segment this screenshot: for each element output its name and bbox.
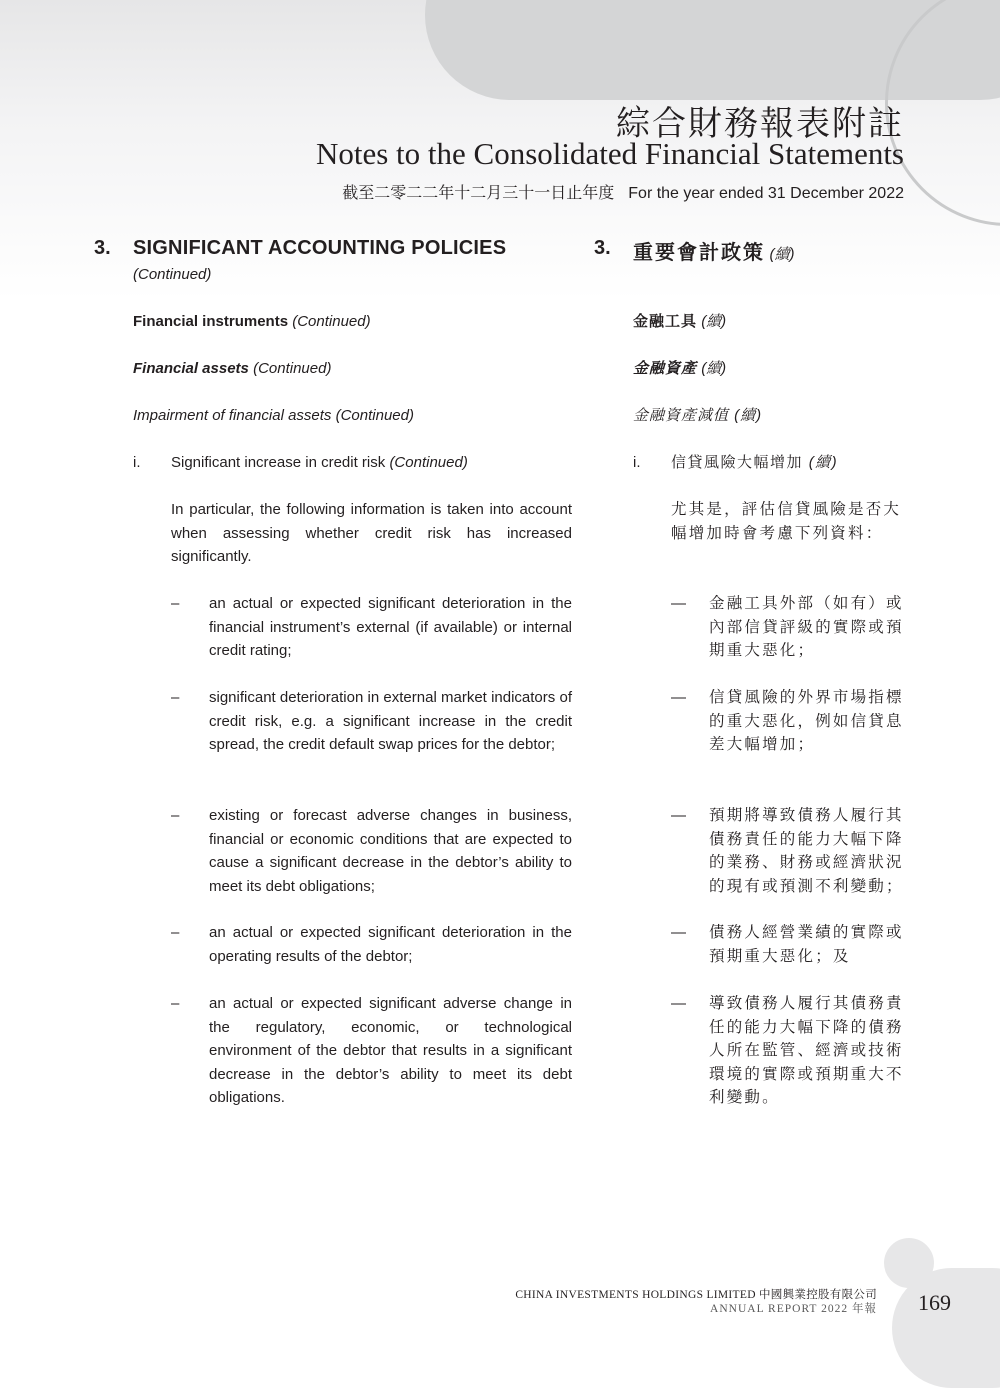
bullet-item-en: an actual or expected significant adverse change in the regulatory, economic, or technological environment of the debtor that results in a significant decrease in the debtor’s ability to meet its debt obligations. xyxy=(209,995,572,1107)
financial-assets-continued-en: (Continued) xyxy=(253,360,332,377)
financial-instruments-label-en: Financial instruments xyxy=(133,313,289,330)
item-title-zh: 信貸風險大幅增加 xyxy=(671,454,804,471)
financial-instruments-continued-en: (Continued) xyxy=(292,313,371,330)
bullet-item-zh: 信貸風險的外界市場指標的重大惡化，例如信貸息差大幅增加； xyxy=(709,689,904,754)
bullet-dash-zh: — xyxy=(671,924,686,941)
impairment-heading-zh: 金融資產減值 (續) xyxy=(633,407,763,424)
item-title-en: Significant increase in credit risk xyxy=(171,454,386,471)
intro-paragraph-zh: 尤其是，評估信貸風險是否大幅增加時會考慮下列資料： xyxy=(671,501,902,542)
bullet-dash-en: – xyxy=(171,924,180,941)
item-marker-zh: i. xyxy=(633,454,641,471)
financial-instruments-heading-en xyxy=(133,310,371,334)
page-number-background xyxy=(892,1268,1000,1388)
bullet-item-en: existing or forecast adverse changes in business, financial or economic conditions that are expected to cause a significant decrease in the debtor’s ability to meet its debt obligations; xyxy=(209,807,572,895)
bullet-dash-en: – xyxy=(171,995,180,1012)
financial-instruments-label-zh: 金融工具 xyxy=(633,313,698,330)
item-heading-zh xyxy=(671,451,838,475)
financial-assets-heading-zh xyxy=(633,357,726,381)
page-title-chinese: 綜合財務報表附註 xyxy=(616,104,904,144)
impairment-heading-en: Impairment of financial assets (Continued) xyxy=(133,407,414,424)
section-number-zh: 3. xyxy=(594,237,611,259)
section-title-en: SIGNIFICANT ACCOUNTING POLICIES xyxy=(133,237,507,259)
section-title-zh: 重要會計政策 xyxy=(633,242,765,264)
bullet-dash-zh: — xyxy=(671,995,686,1012)
item-continued-zh: (續) xyxy=(808,454,839,471)
financial-assets-label-en: Financial assets xyxy=(133,360,249,377)
financial-assets-heading-en xyxy=(133,357,331,381)
section-heading-zh xyxy=(633,236,794,267)
bullet-item-zh: 導致債務人履行其債務責任的能力大幅下降的債務人所在監管、經濟或技術環境的實際或預期重大不利變動。 xyxy=(709,995,904,1107)
reporting-period xyxy=(342,180,904,203)
footer-company-name: CHINA INVESTMENTS HOLDINGS LIMITED 中國興業控股有限公司 xyxy=(515,1289,877,1301)
bullet-item-en: an actual or expected significant deterioration in the operating results of the debtor; xyxy=(209,924,572,965)
reporting-period-english: For the year ended 31 December 2022 xyxy=(628,185,904,202)
financial-instruments-continued-zh: (續) xyxy=(701,313,727,330)
bullet-item-zh: 債務人經營業績的實際或預期重大惡化；及 xyxy=(709,924,904,965)
section-continued-zh: (續) xyxy=(769,246,795,263)
item-marker-en: i. xyxy=(133,454,141,471)
page-number: 169 xyxy=(918,1290,951,1315)
footer-report-name: ANNUAL REPORT 2022 年報 xyxy=(710,1303,877,1315)
reporting-period-chinese: 截至二零二二年十二月三十一日止年度 xyxy=(342,185,615,202)
bullet-dash-zh: — xyxy=(671,595,686,612)
item-heading-en xyxy=(171,451,468,475)
bullet-item-zh: 預期將導致債務人履行其債務責任的能力大幅下降的業務、財務或經濟狀況的現有或預測不利變動； xyxy=(709,807,904,895)
page-title-english: Notes to the Consolidated Financial Statements xyxy=(315,136,904,171)
section-continued-en: (Continued) xyxy=(133,266,212,283)
bullet-dash-zh: — xyxy=(671,807,686,824)
section-number-en: 3. xyxy=(94,237,111,259)
bullet-item-zh: 金融工具外部（如有）或內部信貸評級的實際或預期重大惡化； xyxy=(709,595,904,660)
financial-instruments-heading-zh xyxy=(633,310,726,334)
bullet-item-en: significant deterioration in external market indicators of credit risk, e.g. a significant increase in the credit spread, the credit default swap prices for the debtor; xyxy=(209,689,572,754)
bullet-dash-zh: — xyxy=(671,689,686,706)
bullet-dash-en: – xyxy=(171,595,180,612)
bullet-item-en: an actual or expected significant deterioration in the financial instrument’s external (if available) or internal credit rating; xyxy=(209,595,572,660)
item-continued-en: (Continued) xyxy=(389,454,468,471)
financial-assets-label-zh: 金融資產 xyxy=(633,360,698,377)
financial-assets-continued-zh: (續) xyxy=(701,360,727,377)
bullet-dash-en: – xyxy=(171,689,180,706)
bullet-dash-en: – xyxy=(171,807,180,824)
intro-paragraph-en: In particular, the following information is taken into account when assessing whether credit risk has increased significantly. xyxy=(171,501,572,566)
